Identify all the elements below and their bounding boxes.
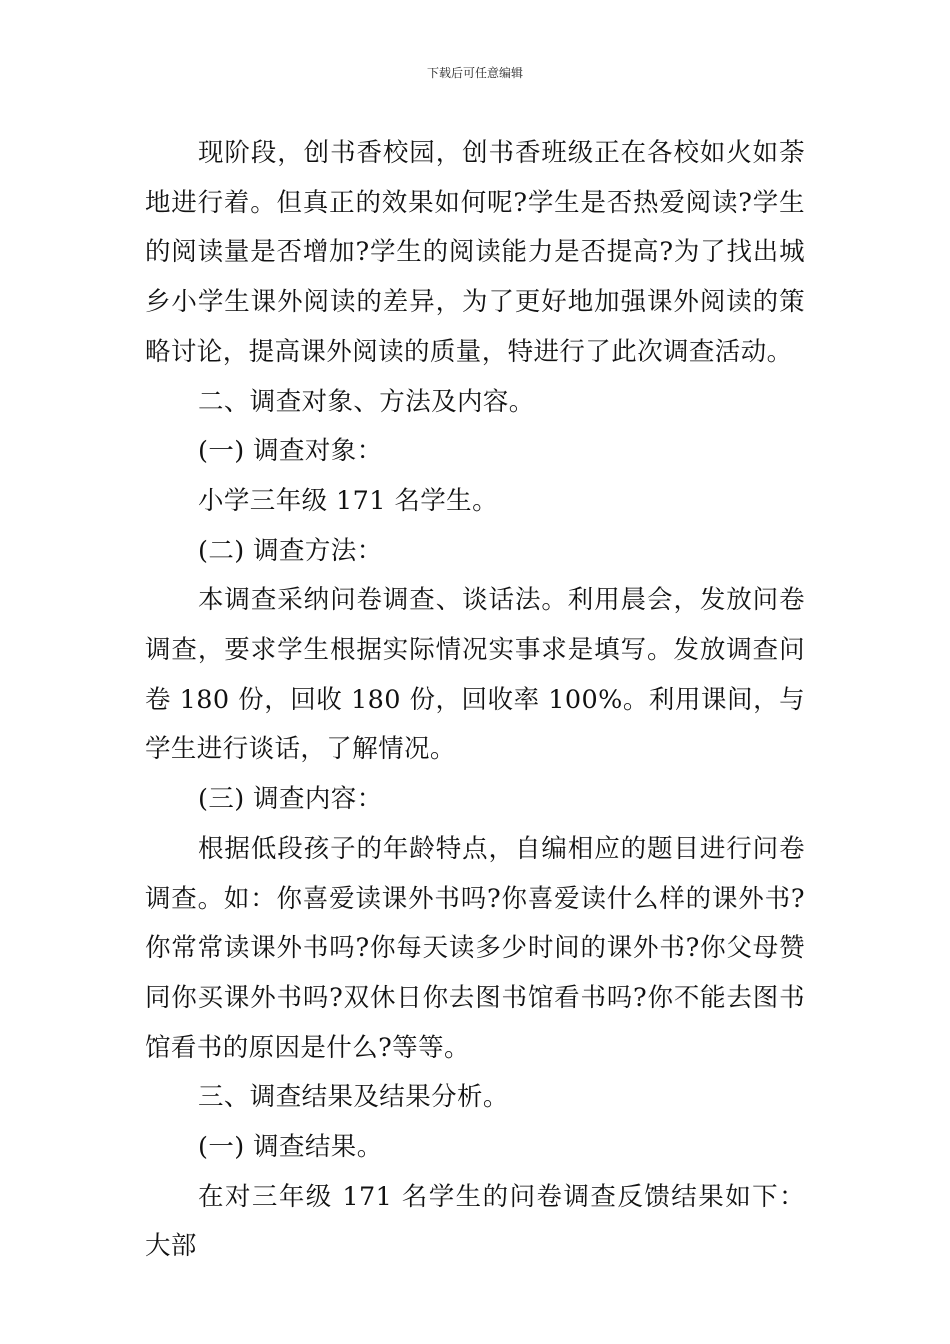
paragraph-contents: 根据低段孩子的年龄特点，自编相应的题目进行问卷调查。如：你喜爱读课外书吗?你喜爱读什么样的课外书?你常常读课外书吗?你每天读多少时间的课外书?你父母赞同你买课外书吗?双休日你去图书馆看书吗?你不能去图书馆看书的原因是什么?等等。 xyxy=(145,833,805,1063)
subheading-subjects: (一) 调查对象： xyxy=(198,436,383,467)
paragraph-results: 在对三年级 171 名学生的问卷调查反馈结果如下：大部 xyxy=(145,1181,805,1262)
section-heading-2: 二、调查对象、方法及内容。 xyxy=(198,386,535,417)
subheading-methods: (二) 调查方法： xyxy=(198,535,383,566)
subheading-contents: (三) 调查内容： xyxy=(198,784,383,815)
subheading-results: (一) 调查结果。 xyxy=(198,1132,383,1163)
paragraph-background: 现阶段，创书香校园，创书香班级正在各校如火如荼地进行着。但真正的效果如何呢?学生是否热爱阅读?学生的阅读量是否增加?学生的阅读能力是否提高?为了找出城乡小学生课外阅读的差异，为了更好地加强课外阅读的策略讨论，提高课外阅读的质量，特进行了此次调查活动。 xyxy=(145,138,805,367)
document-body xyxy=(145,129,805,1272)
section-heading-3: 三、调查结果及结果分析。 xyxy=(198,1082,509,1113)
paragraph-methods: 本调查采纳问卷调查、谈话法。利用晨会，发放问卷调查，要求学生根据实际情况实事求是填写。发放调查问卷 180 份，回收 180 份，回收率 100%。利用课间，与学生进行谈话，了解情况。 xyxy=(145,585,805,765)
page-header-note: 下载后可任意编辑 xyxy=(426,66,523,80)
paragraph-subjects: 小学三年级 171 名学生。 xyxy=(198,485,498,516)
